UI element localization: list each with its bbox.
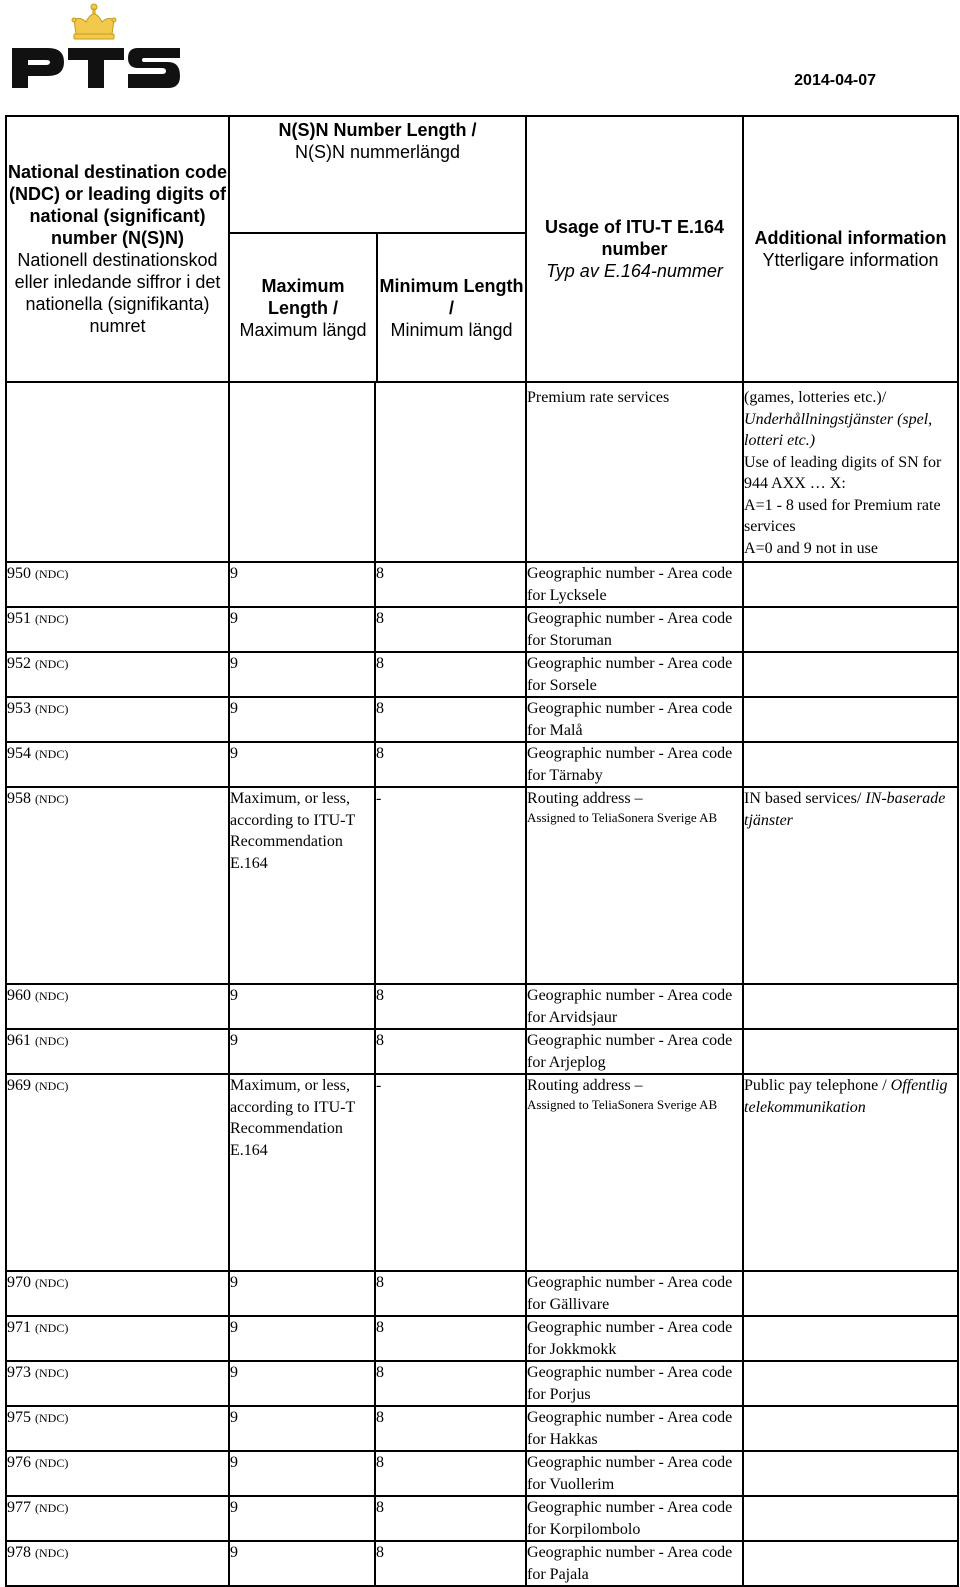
max-length-cell: 9 xyxy=(229,562,375,607)
max-length-cell: 9 xyxy=(229,1361,375,1406)
usage-cell: Geographic number - Area code for Pajala xyxy=(526,1541,743,1586)
max-length-cell: 9 xyxy=(229,697,375,742)
info-cell xyxy=(743,697,958,742)
ndc-cell: 971 (NDC) xyxy=(6,1316,229,1361)
table-row xyxy=(6,1406,958,1451)
min-length-cell: 8 xyxy=(375,984,526,1029)
max-length-cell: 9 xyxy=(229,742,375,787)
info-cell xyxy=(743,984,958,1029)
min-length-header: Minimum Length / Minimum längd xyxy=(379,275,524,340)
info-cell xyxy=(743,1496,958,1541)
usage-cell: Geographic number - Area code for Arvidsjaur xyxy=(526,984,743,1029)
table-row xyxy=(6,1496,958,1541)
min-length-cell: - xyxy=(375,787,526,984)
crown-icon xyxy=(72,4,116,39)
usage-cell: Geographic number - Area code for Jokkmokk xyxy=(526,1316,743,1361)
info-cell xyxy=(743,1029,958,1074)
min-length-cell: 8 xyxy=(375,652,526,697)
info-cell: IN based services/ IN-baserade tjänster xyxy=(743,787,958,984)
usage-cell: Geographic number - Area code for Lycksele xyxy=(526,562,743,607)
usage-cell: Routing address – Assigned to TeliaSonera Sverige AB xyxy=(526,1074,743,1271)
usage-cell: Geographic number - Area code for Gällivare xyxy=(526,1271,743,1316)
ndc-cell: 969 (NDC) xyxy=(6,1074,229,1271)
info-cell xyxy=(743,562,958,607)
document-date: 2014-04-07 xyxy=(794,72,876,89)
header-row xyxy=(6,116,958,382)
table-row xyxy=(6,697,958,742)
max-length-cell: 9 xyxy=(229,652,375,697)
info-cell xyxy=(743,742,958,787)
col-info-header: Additional information Ytterligare information xyxy=(743,116,958,382)
usage-cell: Geographic number - Area code for Sorsele xyxy=(526,652,743,697)
ndc-cell: 961 (NDC) xyxy=(6,1029,229,1074)
info-cell xyxy=(743,652,958,697)
max-length-cell: 9 xyxy=(229,1316,375,1361)
usage-cell: Geographic number - Area code for Storuman xyxy=(526,607,743,652)
usage-cell: Premium rate services xyxy=(526,382,743,562)
min-length-cell: 8 xyxy=(375,1029,526,1074)
ndc-cell: 977 (NDC) xyxy=(6,1496,229,1541)
min-length-cell: 8 xyxy=(375,1451,526,1496)
info-cell xyxy=(743,1316,958,1361)
info-cell xyxy=(743,1541,958,1586)
info-cell: (games, lotteries etc.)/ Underhållningstjänster (spel, lotteri etc.) Use of leading digits of SN for 944 AXX … X: A=1 - 8 used for Premium rate services A=0 and 9 not in use xyxy=(743,382,958,562)
max-length-cell: 9 xyxy=(229,607,375,652)
usage-cell: Geographic number - Area code for Arjeplog xyxy=(526,1029,743,1074)
usage-cell: Geographic number - Area code for Vuollerim xyxy=(526,1451,743,1496)
info-cell xyxy=(743,607,958,652)
max-length-cell: 9 xyxy=(229,1541,375,1586)
ndc-cell: 952 (NDC) xyxy=(6,652,229,697)
max-length-cell: Maximum, or less, according to ITU-T Recommendation E.164 xyxy=(229,1074,375,1271)
table-row xyxy=(6,1541,958,1586)
pts-logo xyxy=(10,2,182,94)
table-row xyxy=(6,382,958,562)
table-row xyxy=(6,787,958,984)
max-length-cell: 9 xyxy=(229,984,375,1029)
max-length-cell: Maximum, or less, according to ITU-T Recommendation E.164 xyxy=(229,787,375,984)
info-cell: Public pay telephone / Offentlig telekommunikation xyxy=(743,1074,958,1271)
usage-cell: Geographic number - Area code for Korpilombolo xyxy=(526,1496,743,1541)
numbering-table xyxy=(5,115,959,1587)
max-length-cell: 9 xyxy=(229,1029,375,1074)
min-length-cell: 8 xyxy=(375,742,526,787)
table-row xyxy=(6,1029,958,1074)
usage-cell: Geographic number - Area code for Porjus xyxy=(526,1361,743,1406)
ndc-cell: 958 (NDC) xyxy=(6,787,229,984)
col-length-header xyxy=(229,116,526,382)
logo-text: PTS xyxy=(10,2,12,3)
table-row xyxy=(6,984,958,1029)
min-length-cell: 8 xyxy=(375,1361,526,1406)
table-row xyxy=(6,1271,958,1316)
usage-cell: Geographic number - Area code for Malå xyxy=(526,697,743,742)
table-row xyxy=(6,607,958,652)
table-row xyxy=(6,652,958,697)
max-length-cell: 9 xyxy=(229,1496,375,1541)
ndc-cell: 951 (NDC) xyxy=(6,607,229,652)
usage-cell: Geographic number - Area code for Hakkas xyxy=(526,1406,743,1451)
min-length-cell: 8 xyxy=(375,562,526,607)
table-row xyxy=(6,1316,958,1361)
ndc-cell: 953 (NDC) xyxy=(6,697,229,742)
table-row xyxy=(6,742,958,787)
ndc-cell: 950 (NDC) xyxy=(6,562,229,607)
min-length-cell: 8 xyxy=(375,1541,526,1586)
ndc-cell: 975 (NDC) xyxy=(6,1406,229,1451)
min-length-cell: - xyxy=(375,1074,526,1271)
info-cell xyxy=(743,1406,958,1451)
col-usage-header: Usage of ITU-T E.164 number Typ av E.164-nummer xyxy=(526,116,743,382)
table-row xyxy=(6,1074,958,1271)
min-length-cell: 8 xyxy=(375,1496,526,1541)
min-length-cell: 8 xyxy=(375,1271,526,1316)
max-length-cell: 9 xyxy=(229,1271,375,1316)
max-length-cell: 9 xyxy=(229,1406,375,1451)
ndc-cell: 973 (NDC) xyxy=(6,1361,229,1406)
table-row xyxy=(6,562,958,607)
usage-cell: Routing address – Assigned to TeliaSonera Sverige AB xyxy=(526,787,743,984)
min-length-cell: 8 xyxy=(375,697,526,742)
ndc-cell: 976 (NDC) xyxy=(6,1451,229,1496)
table-row xyxy=(6,1451,958,1496)
info-cell xyxy=(743,1271,958,1316)
ndc-cell: 954 (NDC) xyxy=(6,742,229,787)
max-length-header: Maximum Length / Maximum längd xyxy=(230,233,377,381)
min-length-cell: 8 xyxy=(375,1406,526,1451)
max-length-cell: 9 xyxy=(229,1451,375,1496)
info-cell xyxy=(743,1361,958,1406)
min-length-cell: 8 xyxy=(375,1316,526,1361)
usage-cell: Geographic number - Area code for Tärnaby xyxy=(526,742,743,787)
table-row xyxy=(6,1361,958,1406)
ndc-cell: 970 (NDC) xyxy=(6,1271,229,1316)
ndc-cell: 960 (NDC) xyxy=(6,984,229,1029)
min-length-cell: 8 xyxy=(375,607,526,652)
col-ndc-header: National destination code (NDC) or leading digits of national (significant) number (N(S)N) Nationell destinationskod eller inledande siffror i det nationella (signifikanta) numret xyxy=(6,116,229,382)
info-cell xyxy=(743,1451,958,1496)
length-title: N(S)N Number Length / N(S)N nummerlängd xyxy=(230,117,525,233)
ndc-cell: 978 (NDC) xyxy=(6,1541,229,1586)
